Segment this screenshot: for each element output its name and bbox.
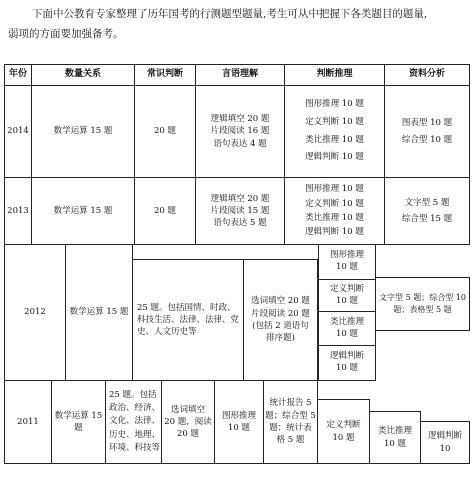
row-2013-reasoning-line: 类比推理 10 题 [305, 213, 364, 223]
row-2011-graphic-line: 图形推理 [221, 410, 256, 421]
row-2013-reasoning-line: 图形推理 10 题 [305, 184, 364, 195]
row-2014-reasoning-line: 定义判断 10 题 [305, 116, 364, 127]
row-2011-definition [317, 399, 370, 464]
row-2014-verbal-line: 逻辑填空 20 题 [210, 114, 270, 125]
row-2011-analogy [369, 411, 421, 464]
row-2012-common-line: 25 题。包括国情、时政、 [137, 302, 236, 313]
row-2013-data [384, 177, 470, 245]
header-verbal: 言语理解 [195, 64, 285, 86]
row-2011-year: 2011 [4, 380, 52, 464]
row-2011-quantity-line: 题 [74, 423, 83, 433]
row-2012-verbal [243, 259, 318, 381]
row-2014-data [384, 85, 470, 178]
row-2014-reasoning [284, 85, 385, 178]
row-2011-verbal-line: 20 题，阅读 [164, 416, 212, 427]
row-2011-common-line: 25 题。包括 [109, 390, 157, 401]
row-2012-common-line: 科技生活、法律、法律、党 [137, 314, 240, 325]
row-2011-analogy-line: 类比推理 [377, 426, 412, 437]
row-2013-reasoning [284, 177, 385, 245]
row-2011-graphic-line: 10 题 [227, 423, 251, 433]
row-2011-data [263, 380, 318, 464]
row-2013-reasoning-line: 逻辑判断 10 题 [305, 227, 364, 238]
row-2014-data-line: 综合型 10 题 [401, 134, 453, 145]
row-2011-logic [420, 421, 470, 464]
row-2011-common [105, 380, 162, 464]
row-2012-logic-line: 逻辑判断 [329, 351, 364, 362]
row-2012-data-line: 文字型 5 题；综合型 10 [379, 293, 466, 303]
row-2014-year: 2014 [4, 85, 32, 178]
row-2014-verbal [195, 85, 285, 178]
row-2014-reasoning-line: 类比推理 10 题 [305, 134, 364, 145]
row-2012-analogy [318, 311, 376, 346]
row-2011-data-line: 题；统计表 [269, 423, 312, 433]
row-2011-data-line: 题；综合型 5 [265, 410, 316, 421]
row-2012-data [375, 277, 470, 331]
row-2012-verbal-line: 选词填空 20 题 [251, 296, 310, 307]
row-2011-analogy-line: 10 题 [383, 438, 407, 449]
row-2013-common: 20 题 [134, 177, 196, 245]
row-2011-definition-line: 定义判断 [326, 420, 361, 431]
row-2012-quantity: 数学运算 15 题 [65, 244, 133, 381]
row-2011-verbal-line: 20 题 [176, 429, 200, 440]
row-2012-logic-line: 10 题 [335, 363, 359, 373]
header-common-sense: 常识判断 [134, 64, 196, 86]
row-2011-quantity-line: 数学运算 15 [54, 410, 103, 421]
row-2013-reasoning-line: 定义判断 10 题 [305, 198, 364, 209]
row-2011-common-line: 环境、科技等 [109, 442, 161, 453]
row-2013-verbal-line: 片段阅读 15 题 [210, 205, 270, 216]
row-2012-analogy-line: 10 题 [335, 328, 359, 339]
row-2012-definition-line: 定义判断 [329, 283, 364, 294]
row-2012-verbal-line: (包括 2 道语句 [252, 321, 309, 331]
row-2011-data-line: 格 5 题 [276, 435, 305, 446]
row-2012-logic [318, 345, 376, 381]
row-2012-analogy-line: 类比推理 [329, 316, 364, 327]
row-2011-verbal-line: 选词填空 [170, 404, 205, 415]
row-2012-graphic-line: 10 题 [335, 262, 359, 272]
header-data-analysis: 资料分析 [384, 64, 470, 86]
row-2013-quantity: 数学运算 15 题 [31, 177, 135, 245]
row-2014-quantity: 数学运算 15 题 [31, 85, 135, 178]
row-2012-data-line: 题；表格型 5 题 [393, 305, 452, 314]
row-2011-common-line: 文化、法律、 [109, 416, 161, 427]
row-2011-verbal [161, 380, 215, 464]
header-year: 年份 [4, 64, 32, 86]
row-2014-reasoning-line: 逻辑判断 10 题 [305, 152, 364, 163]
row-2012-year: 2012 [4, 244, 66, 381]
row-2013-verbal-line: 逻辑填空 20 题 [210, 193, 270, 204]
row-2013-data-line: 综合型 15 题 [401, 214, 453, 224]
row-2012-graphic [318, 244, 376, 280]
intro-line-1: 下面中公教育专家整理了历年国考的行测题型题量,考生可从中把握下各类题目的题量, [32, 8, 428, 20]
intro-line-2: 弱项的方面要加强备考。 [8, 28, 124, 40]
header-reasoning: 判断推理 [284, 64, 385, 86]
row-2012-common-line: 史、人文历史等 [137, 327, 197, 338]
header-quantity: 数量关系 [31, 64, 135, 86]
row-2011-definition-line: 10 题 [332, 432, 355, 443]
row-2011-logic-line: 逻辑判断 [427, 431, 462, 442]
row-2011-common-line: 政治、经济、 [109, 403, 161, 414]
row-2011-quantity [51, 380, 106, 464]
row-2014-common: 20 题 [134, 85, 196, 178]
row-2011-logic-line: 10 [439, 443, 451, 454]
row-2012-definition-line: 10 题 [335, 295, 359, 306]
row-2012-verbal-line: 排序题) [266, 333, 295, 344]
row-2013-verbal-line: 语句表达 5 题 [213, 218, 267, 229]
row-2014-verbal-line: 片段阅读 16 题 [210, 126, 270, 137]
row-2014-reasoning-line: 图形推理 10 题 [305, 98, 364, 109]
row-2012-verbal-line: 片段阅读 20 题 [251, 308, 310, 319]
row-2013-year: 2013 [4, 177, 32, 245]
row-2011-common-line: 历史、地理、 [109, 429, 161, 440]
row-2014-verbal-line: 语句表达 4 题 [213, 138, 267, 149]
row-2012-graphic-line: 图形推理 [329, 250, 364, 261]
row-2011-graphic [214, 380, 264, 464]
row-2011-data-line: 统计报告 5 [269, 398, 312, 409]
row-2013-verbal [195, 177, 285, 245]
row-2012-common [132, 259, 244, 381]
row-2013-data-line: 文字型 5 题 [404, 197, 450, 208]
row-2014-data-line: 图表型 10 题 [401, 117, 453, 128]
row-2012-definition [318, 279, 376, 312]
